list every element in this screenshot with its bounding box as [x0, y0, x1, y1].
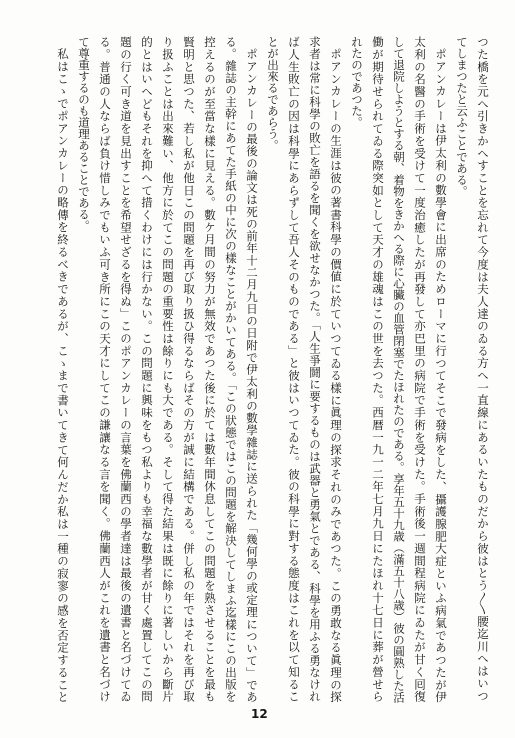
text-column: 控えるのが至當な樣に見える。數ケ月間の努力が無效であつた後に於ては數年間休息してこの問題を熟させることを最も [203, 36, 217, 703]
text-column: 賢明と思つた、若し私が他日この問題を再び取り扱ひ得るならばその方が誠に結構である。併し私の年ではそれを再び取 [182, 36, 196, 703]
text-column: る。普通の人ならば負け惜しみでもいふ可き所にこの天才にしてこの謙讓なる言を聞く。佛蘭西人がこれを遺書と名づけ [98, 36, 112, 703]
text-column: 太利の名醫の手術を受けて一度治癒したが再發して亦巴里の病院で手術を受けた。手術後一週間程病院にゐたが甘く囘復 [413, 36, 427, 703]
text-column: ポアンカレーの生涯は彼の著書科學の價値に於ていつてゐる樣に眞理の探求それのみであつた。この勇敢なる眞理の探 [329, 47, 343, 702]
body-text [52, 36, 493, 702]
text-column: ポアンカレーは伊太利の數學會に出席のためローマに行つてそこで發病をした、攝護腺肥大症といふ病氣であつたが伊 [434, 47, 448, 702]
page-number: 12 [251, 707, 268, 721]
text-column: てしまつたと云ふことである。 [455, 36, 469, 197]
text-column: 求者は常に科學の敗亡を語るを聞くを欲せなかつた。「人生爭鬪に要するものは武器と勇氣とである、科學を用ふる勇なけれ [308, 36, 322, 702]
text-column: して退院しようとする朝、着物をきかへる際に心臟の血管閉塞でたほれたのである。享年五十九歳（滿五十八歳）彼の圓熟した活 [392, 36, 406, 703]
text-column: 働が期待せられてゐる際突如として天才の雄魂はこの世を去つた。西暦一九一二年七月九日にたほれ十七日に葬が營せら [371, 36, 385, 703]
text-column: とが出來るであらう。 [266, 36, 280, 151]
text-column: 的とはいへどもそれを抑へて措くわけには行かない。この問題に興味をもつ私よりも幸福な數學者が甘く處置してこの問 [140, 36, 154, 703]
text-column: つた橋を元へ引きかへすことを忘れて今度は夫人達のゐる方へ一直線にあるいたものだから彼はとう〳〵腰迄川へはいつ [476, 36, 490, 702]
text-column: れたのであつた。 [350, 36, 364, 128]
text-column: 私はこゝでポアンカレーの略傳を終るべきであるが、こゝまで書いてきて何んだか私は一種の寂寥の感を否定すること [56, 47, 70, 702]
text-column: 題の行く可き道を見出すことを希望せざるを得ぬ」このポアンカレーの言葉を佛蘭西の學者達は最後の遺書と名づけてゐ [119, 36, 133, 702]
text-column: ば人生敗亡の因は科學にあらずして吾人そのものである」と彼はいつてゐた。彼の科學に對する態度はこれを以て知るこ [287, 36, 301, 703]
text-column: る。雜誌の主幹にあてた手紙の中に次の樣なことがかいてある。「この狀態ではこの問題を解決してしまふ迄樣にこの出版を [224, 36, 238, 702]
text-column: り扱ふことは出來難い、他方に於てこの問題の重要性は餘りにも大である。そして得た結果は既に餘りに著しいから斷片 [161, 36, 175, 703]
text-column: て尊重するのも道理あることである。 [77, 36, 91, 232]
text-column: ポアンカレーの最後の論文は死の前年十二月九日の日附で伊太利の數學雜誌に送られた「幾何學の或定理について」であ [245, 47, 259, 702]
